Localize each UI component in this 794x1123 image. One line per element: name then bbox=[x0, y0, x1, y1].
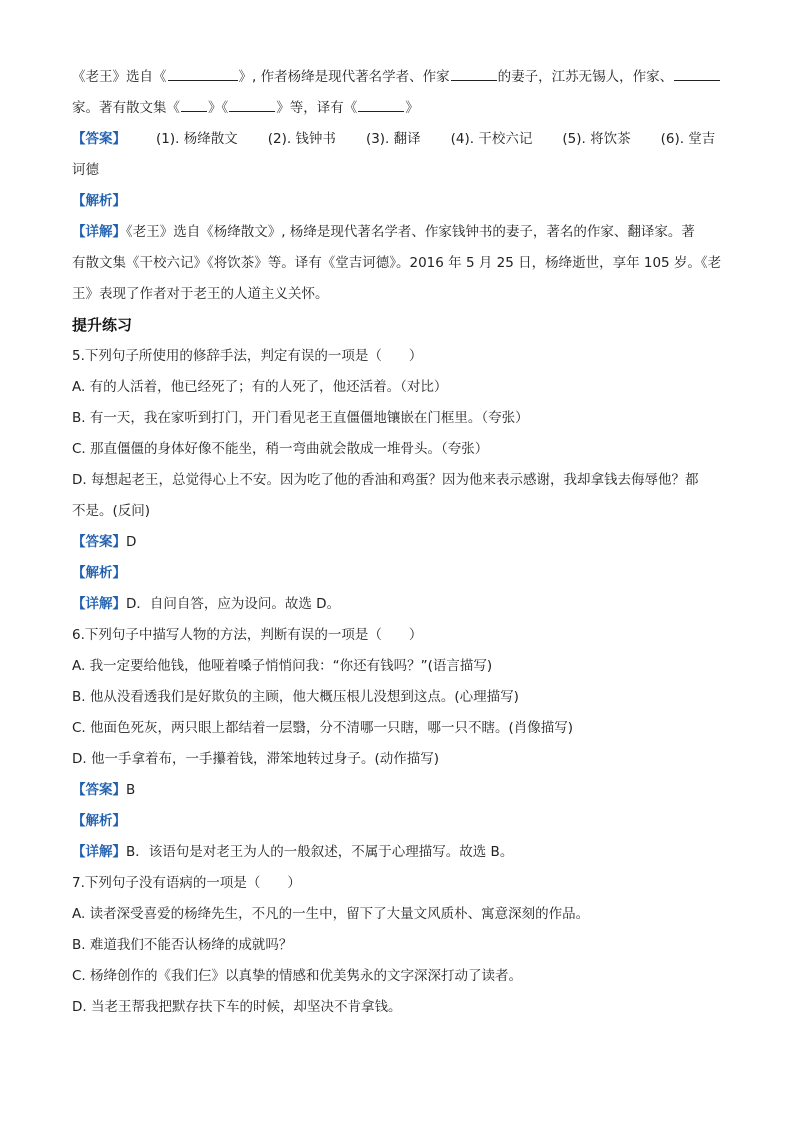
q6-answer-line bbox=[72, 775, 724, 806]
q4-text-part: 家。著有散文集《 bbox=[72, 100, 180, 116]
detail-tag: 【详解】 bbox=[72, 596, 126, 612]
q6-option-a: A. 我一定要给他钱，他哑着嗓子悄悄问我：“你还有钱吗？”(语言描写) bbox=[72, 658, 493, 674]
q5-option-d-line-2: 不是。(反问) bbox=[72, 503, 151, 519]
answer-item: (4). 干校六记 bbox=[450, 131, 533, 147]
q4-detail-line-1 bbox=[72, 217, 724, 248]
answer-item: (1). 杨绛散文 bbox=[156, 131, 238, 147]
analysis-tag: 【解析】 bbox=[72, 565, 126, 581]
detail-tag: 【详解】 bbox=[72, 844, 126, 860]
q4-answer-continued: 诃德 bbox=[72, 162, 99, 178]
q5-answer-line bbox=[72, 527, 724, 558]
q4-detail-line-2: 有散文集《干校六记》《将饮茶》等。译有《堂吉诃德》。2016 年 5 月 25 日，杨绛逝世，享年 105 岁。《老 bbox=[72, 255, 722, 271]
q5-option-a: A. 有的人活着，他已经死了；有的人死了，他还活着。（对比） bbox=[72, 379, 448, 395]
answer-tag: 【答案】 bbox=[72, 782, 126, 798]
q6-analysis-tag-line bbox=[72, 806, 724, 837]
q4-text-part: 》 bbox=[405, 100, 419, 116]
answer-item: (2). 钱钟书 bbox=[267, 131, 336, 147]
q4-text-part: 》, 作者杨绛是现代著名学者、作家 bbox=[238, 69, 450, 85]
q5-analysis-tag-line bbox=[72, 558, 724, 589]
q4-detail-line-3: 王》表现了作者对于老王的人道主义关怀。 bbox=[72, 286, 329, 302]
q4-text-part: 《老王》选自《 bbox=[72, 69, 167, 85]
q4-answer-row bbox=[72, 124, 724, 155]
answer-tag: 【答案】 bbox=[72, 534, 126, 550]
analysis-tag: 【解析】 bbox=[72, 193, 126, 209]
blank-6 bbox=[358, 97, 404, 112]
section-title: 提升练习 bbox=[72, 316, 133, 334]
answer-value: D bbox=[126, 534, 137, 550]
q7-option-a: A. 读者深受喜爱的杨绛先生，不凡的一生中，留下了大量文风质朴、寓意深刻的作品。 bbox=[72, 906, 590, 922]
answer-value: B bbox=[126, 782, 136, 798]
q4-text-part: 》等，译有《 bbox=[276, 100, 358, 116]
q5-option-d-line-1: D. 每想起老王，总觉得心上不安。因为吃了他的香油和鸡蛋？因为他来表示感谢，我却拿钱去侮辱他？都 bbox=[72, 472, 699, 488]
blank-3 bbox=[674, 66, 720, 81]
q4-line-1 bbox=[72, 62, 724, 93]
detail-text: D．自问自答，应为设问。故选 D。 bbox=[126, 596, 341, 612]
q4-text-part: 》《 bbox=[208, 100, 229, 116]
q6-option-b: B. 他从没看透我们是好欺负的主顾，他大概压根儿没想到这点。(心理描写) bbox=[72, 689, 519, 705]
q6-option-c: C. 他面色死灰，两只眼上都结着一层翳，分不清哪一只瞎，哪一只不瞎。(肖像描写) bbox=[72, 720, 574, 736]
q6-option-d: D. 他一手拿着布，一手攥着钱，滞笨地转过身子。(动作描写) bbox=[72, 751, 440, 767]
answer-item: (3). 翻译 bbox=[365, 131, 421, 147]
analysis-tag: 【解析】 bbox=[72, 813, 126, 829]
detail-text: B．该语句是对老王为人的一般叙述，不属于心理描写。故选 B。 bbox=[126, 844, 514, 860]
answer-item: (6). 堂吉 bbox=[660, 131, 716, 147]
detail-tag: 【详解】 bbox=[72, 224, 126, 240]
blank-5 bbox=[229, 97, 275, 112]
document-page bbox=[72, 62, 724, 1023]
q4-line-2 bbox=[72, 93, 724, 124]
q5-option-c: C. 那直僵僵的身体好像不能坐，稍一弯曲就会散成一堆骨头。（夸张） bbox=[72, 441, 489, 457]
q7-stem: 7.下列句子没有语病的一项是（ ） bbox=[72, 875, 301, 891]
q6-stem: 6.下列句子中描写人物的方法，判断有误的一项是（ ） bbox=[72, 627, 423, 643]
q5-option-b: B. 有一天，我在家听到打门，开门看见老王直僵僵地镶嵌在门框里。（夸张） bbox=[72, 410, 529, 426]
q6-detail-line bbox=[72, 837, 724, 868]
q7-option-d: D. 当老王帮我把默存扶下车的时候，却坚决不肯拿钱。 bbox=[72, 999, 402, 1015]
detail-text: 《老王》选自《杨绛散文》, 杨绛是现代著名学者、作家钱钟书的妻子，著名的作家、翻译家。著 bbox=[126, 224, 695, 240]
answer-item: (5). 将饮茶 bbox=[562, 131, 631, 147]
q5-stem: 5.下列句子所使用的修辞手法，判定有误的一项是（ ） bbox=[72, 348, 423, 364]
q7-option-b: B. 难道我们不能否认杨绛的成就吗？ bbox=[72, 937, 293, 953]
q7-option-c: C. 杨绛创作的《我们仨》以真挚的情感和优美隽永的文字深深打动了读者。 bbox=[72, 968, 523, 984]
blank-4 bbox=[181, 97, 207, 112]
q5-detail-line bbox=[72, 589, 724, 620]
blank-1 bbox=[168, 66, 238, 81]
answer-tag: 【答案】 bbox=[72, 131, 126, 147]
blank-2 bbox=[451, 66, 497, 81]
q4-text-part: 的妻子，江苏无锡人，作家、 bbox=[497, 69, 674, 85]
q4-analysis-tag-line bbox=[72, 186, 724, 217]
